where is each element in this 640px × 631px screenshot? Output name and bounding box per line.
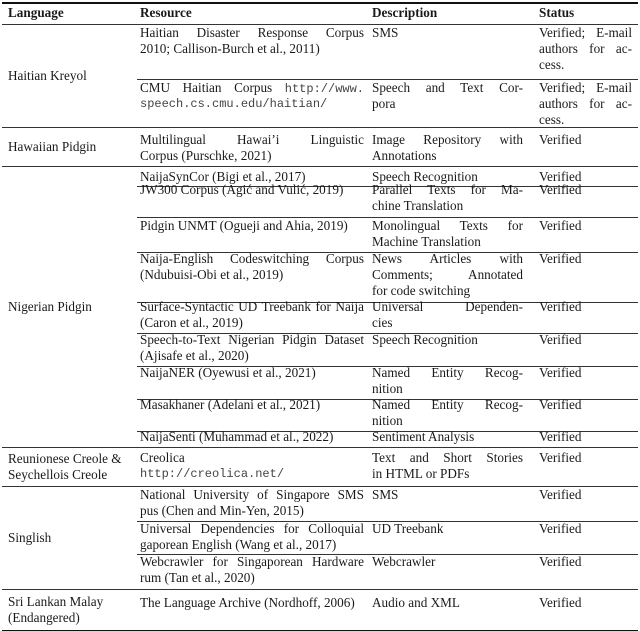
- cell-line: Nigerian Pidgin: [8, 299, 92, 314]
- description-cell: [372, 521, 523, 537]
- cell-line: http://creolica.net/: [140, 467, 285, 481]
- cell-line: Verified: [539, 521, 582, 536]
- resource-cell: [140, 182, 364, 198]
- cell-line: gaporean English (Wang et al., 2017): [140, 537, 337, 552]
- cell-line: Webcrawler: [372, 554, 436, 569]
- cell-line: (Ndubuisi-Obi et al., 2019): [140, 267, 284, 282]
- description-cell: [372, 487, 523, 503]
- status-cell: [539, 521, 632, 537]
- resource-cell: [140, 487, 364, 519]
- header-description: Description: [372, 5, 438, 20]
- cell-line: (Caron et al., 2019): [140, 315, 243, 330]
- resource-cell: [140, 450, 364, 482]
- section-rule: [2, 589, 638, 590]
- description-cell: [372, 299, 523, 331]
- cell-line: Parallel Texts for Ma-: [372, 182, 523, 197]
- cell-line: NaijaSenti (Muhammad et al., 2022): [140, 429, 334, 444]
- status-cell: [539, 299, 632, 315]
- resource-url[interactable]: speech.cs.cmu.edu/haitian/: [140, 97, 328, 111]
- resource-cell: [140, 80, 364, 112]
- status-cell: [539, 365, 632, 381]
- description-cell: [372, 25, 523, 41]
- language-cell: [8, 139, 133, 155]
- cell-line: Verified: [539, 450, 582, 465]
- cell-line: (Endangered): [8, 610, 80, 625]
- status-cell: [539, 80, 632, 128]
- cell-line: pus (Chen and Min-Yen, 2015): [140, 503, 304, 518]
- cell-line: Verified: [539, 554, 582, 569]
- cell-line: Annotations: [372, 148, 437, 163]
- cell-line: JW300 Corpus (Agić and Vulić, 2019): [140, 182, 344, 197]
- cell-line: Pidgin UNMT (Ogueji and Ahia, 2019): [140, 218, 348, 233]
- cell-line: Speech Recognition: [372, 169, 478, 184]
- cell-line: Verified: [539, 169, 582, 184]
- cell-line: Seychellois Creole: [8, 467, 108, 482]
- cell-line: Sri Lankan Malay: [8, 594, 104, 609]
- cell-line: Verified: [539, 218, 582, 233]
- description-cell: [372, 397, 523, 429]
- cell-line: Verified: [539, 251, 582, 266]
- status-cell: [539, 554, 632, 570]
- language-cell: [8, 299, 133, 315]
- cell-line: cess.: [539, 112, 565, 127]
- resource-cell: [140, 365, 364, 381]
- resource-cell: [140, 132, 364, 164]
- description-cell: [372, 182, 523, 214]
- resource-cell: [140, 218, 364, 234]
- cell-line: Haitian Disaster Response Corpus: [140, 25, 364, 40]
- cell-line: Verified: [539, 299, 582, 314]
- cell-line: Universal Dependen-: [372, 299, 523, 314]
- cell-line: rum (Tan et al., 2020): [140, 570, 255, 585]
- description-cell: [372, 429, 523, 445]
- resource-cell: [140, 429, 364, 445]
- resource-cell: [140, 332, 364, 364]
- cell-line: Speech Recognition: [372, 332, 478, 347]
- language-cell: [8, 530, 133, 546]
- cell-line: Masakhaner (Adelani et al., 2021): [140, 397, 321, 412]
- cell-line: authors for ac-: [539, 96, 632, 111]
- description-cell: [372, 80, 523, 112]
- section-rule: [2, 166, 638, 167]
- resource-cell: [140, 397, 364, 413]
- status-cell: [539, 132, 632, 148]
- section-rule: [2, 447, 638, 448]
- cell-line: Verified: [539, 397, 582, 412]
- resource-url[interactable]: http://www.: [284, 82, 364, 96]
- cell-line: Speech and Text Cor-: [372, 80, 523, 95]
- cell-line: nition: [372, 413, 403, 428]
- section-rule: [2, 127, 638, 128]
- status-cell: [539, 25, 632, 73]
- cell-line: Creolica: [140, 450, 185, 465]
- cell-line: Surface-Syntactic UD Treebank for Naija: [140, 299, 364, 314]
- top-rule: [2, 2, 638, 4]
- cell-line: Reunionese Creole &: [8, 451, 122, 466]
- language-cell: [8, 594, 133, 626]
- status-cell: [539, 251, 632, 267]
- status-cell: [539, 182, 632, 198]
- cell-line: NaijaNER (Oyewusi et al., 2021): [140, 365, 316, 380]
- status-cell: [539, 595, 632, 611]
- cell-line: cess.: [539, 57, 565, 72]
- cell-line: Verified: [539, 487, 582, 502]
- cell-line: Verified: [539, 182, 582, 197]
- status-cell: [539, 429, 632, 445]
- cell-line: Multilingual Hawai’i Linguistic: [140, 132, 364, 147]
- cell-line: Named Entity Recog-: [372, 365, 523, 380]
- cell-line: SMS: [372, 487, 399, 502]
- status-cell: [539, 332, 632, 348]
- cell-line: Monolingual Texts for: [372, 218, 523, 233]
- cell-line: Verified: [539, 132, 582, 147]
- cell-line: The Language Archive (Nordhoff, 2006): [140, 595, 355, 610]
- header-resource: Resource: [140, 5, 192, 20]
- resource-name: CMU Haitian Corpus: [140, 80, 285, 95]
- description-cell: [372, 251, 523, 299]
- cell-line: Verified: [539, 595, 582, 610]
- cell-line: authors for ac-: [539, 41, 632, 56]
- description-cell: [372, 595, 523, 611]
- cell-line: Audio and XML: [372, 595, 460, 610]
- resource-cell: [140, 595, 364, 611]
- cell-line: UD Treebank: [372, 521, 444, 536]
- cell-line: in HTML or PDFs: [372, 466, 470, 481]
- cell-line: chine Translation: [372, 198, 464, 213]
- cell-line: Comments; Annotated: [372, 267, 523, 282]
- status-cell: [539, 487, 632, 503]
- resource-cell: [140, 299, 364, 331]
- cell-line: Corpus (Purschke, 2021): [140, 148, 272, 163]
- cell-line: Machine Translation: [372, 234, 481, 249]
- cell-line: News Articles with: [372, 251, 523, 266]
- cell-line: SMS: [372, 25, 399, 40]
- cell-line: cies: [372, 315, 393, 330]
- cell-line: Verified: [539, 365, 582, 380]
- description-cell: [372, 332, 523, 348]
- cell-line: Webcrawler for Singaporean Hardware: [140, 554, 364, 569]
- cell-line: pora: [372, 96, 396, 111]
- status-cell: [539, 218, 632, 234]
- description-cell: [372, 450, 523, 482]
- description-cell: [372, 132, 523, 164]
- resource-cell: [140, 554, 364, 586]
- resource-cell: [140, 25, 364, 57]
- language-cell: [8, 68, 133, 84]
- cell-line: Hawaiian Pidgin: [8, 139, 97, 154]
- cell-line: Text and Short Stories: [372, 450, 523, 465]
- description-cell: [372, 218, 523, 250]
- cell-line: Universal Dependencies for Colloquial: [140, 521, 364, 536]
- cell-line: Singlish: [8, 530, 52, 545]
- cell-line: [140, 80, 364, 96]
- cell-line: Speech-to-Text Nigerian Pidgin Dataset: [140, 332, 364, 347]
- status-cell: [539, 397, 632, 413]
- description-cell: [372, 365, 523, 397]
- cell-line: Verified: [539, 429, 582, 444]
- cell-line: Sentiment Analysis: [372, 429, 475, 444]
- cell-line: Naija-English Codeswitching Corpus: [140, 251, 364, 266]
- resource-cell: [140, 521, 364, 553]
- language-cell: [8, 451, 133, 483]
- cell-line: Verified; E-mail: [539, 80, 632, 95]
- cell-line: National University of Singapore SMS: [140, 487, 364, 502]
- cell-line: 2010; Callison-Burch et al., 2011): [140, 41, 320, 56]
- cell-line: for code switching: [372, 283, 471, 298]
- status-cell: [539, 450, 632, 466]
- description-cell: [372, 554, 523, 570]
- header-language: Language: [8, 5, 64, 20]
- cell-line: nition: [372, 381, 403, 396]
- header-status: Status: [539, 5, 575, 20]
- cell-line: (Ajisafe et al., 2020): [140, 348, 249, 363]
- cell-line: Haitian Kreyol: [8, 68, 87, 83]
- cell-line: Verified: [539, 332, 582, 347]
- cell-line: Verified; E-mail: [539, 25, 632, 40]
- cell-line: Image Repository with: [372, 132, 523, 147]
- cell-line: Named Entity Recog-: [372, 397, 523, 412]
- resource-cell: [140, 251, 364, 283]
- cell-line: NaijaSynCor (Bigi et al., 2017): [140, 169, 306, 184]
